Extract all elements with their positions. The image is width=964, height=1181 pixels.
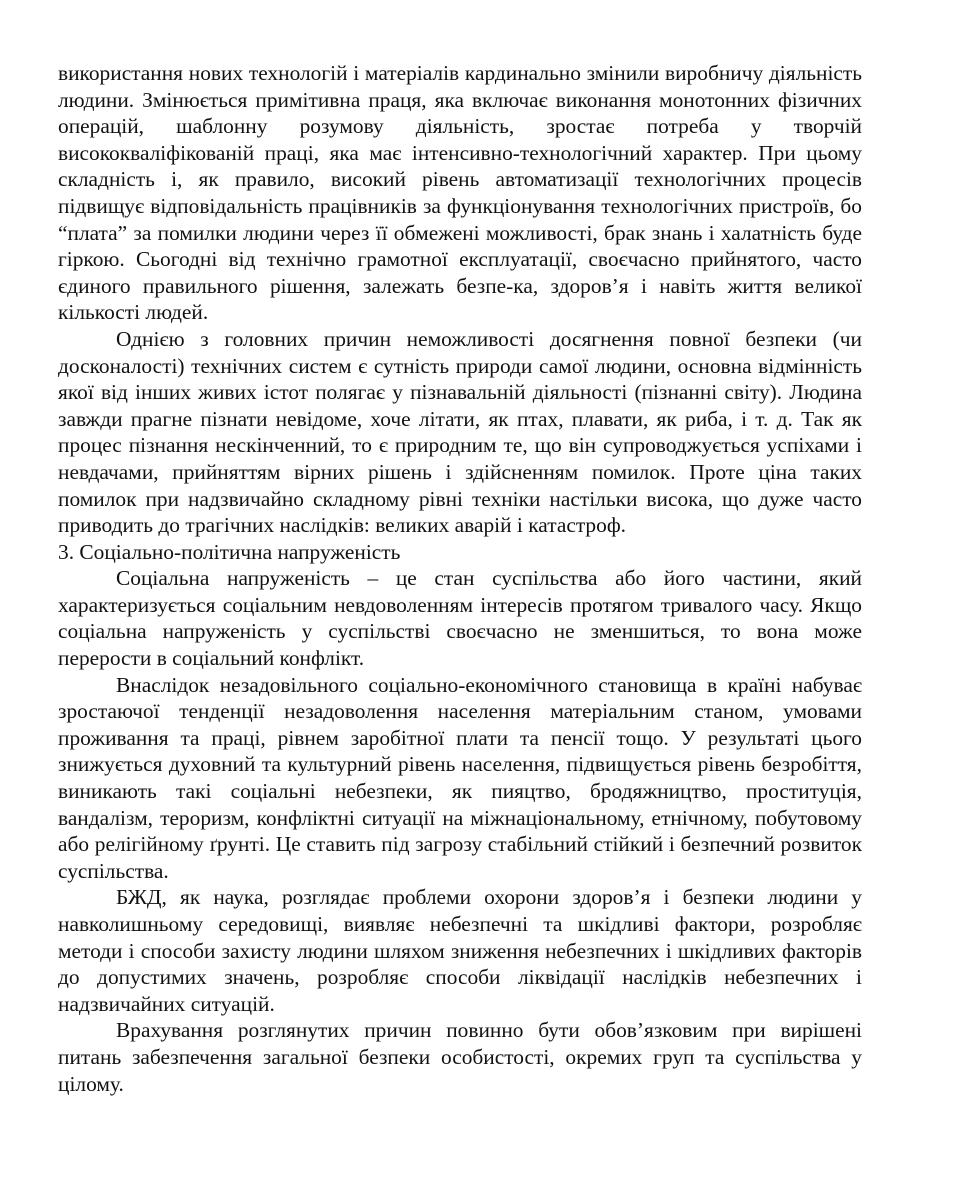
paragraph-social-tension-definition: Соціальна напруженість – це стан суспільства або його частини, який характеризується соціальним невдоволенням інтересів протягом тривалого часу. Якщо соціальна напруженість у суспільстві своєчасно не зменшиться, то вона може перерости в соціальний конфлікт. [58,566,862,671]
paragraph-human-nature: Однією з головних причин неможливості досягнення повної безпеки (чи досконалості) технічних систем є сутність природи самої людини, основна відмінність якої від інших живих істот полягає у пізнавальній діяльності (пізнанні світу). Людина завжди прагне пізнати невідоме, хоче літати, як птах, плавати, як риба, і т. д. Так як процес пізнання нескінченний, то є природним те, що він супроводжується успіхами і невдачами, прийняттям вірних рішень і здійсненням помилок. Проте ціна таких помилок при надзвичайно складному рівні техніки настільки висока, що дуже часто приводить до трагічних наслідків: великих аварій і катастроф. [58,326,862,538]
section-heading-social-political: 3. Соціально-політична напруженість [58,539,401,564]
paragraph-conclusion: Врахування розглянутих причин повинно бути обов’язковим при вирішені питань забезпечення загальної безпеки особистості, окремих груп та суспільства у цілому. [58,1018,862,1096]
paragraph-bzhd-science: БЖД, як наука, розглядає проблеми охорони здоров’я і безпеки людини у навколишньому середовищі, виявляє небезпечні та шкідливі фактори, розробляє методи і способи захисту людини шляхом зниження небезпечних і шкідливих факторів до допустимих значень, розробляє способи ліквідації наслідків небезпечних і надзвичайних ситуацій. [58,885,862,1016]
paragraph-socioeconomic-situation: Внаслідок незадовільного соціально-економічного становища в країні набуває зростаючої тенденції незадоволення населення матеріальним станом, умовами проживання та праці, рівнем заробітної плати та пенсії тощо. У результаті цього знижується духовний та культурний рівень населення, підвищується рівень безробіття, виникають такі соціальні небезпеки, як пияцтво, бродяжництво, проституція, вандалізм, тероризм, конфліктні ситуації на міжнаціональному, етнічному, побутовому або релігійному ґрунті. Це ставить під загрозу стабільний стійкий і безпечний розвиток суспільства. [58,672,862,883]
paragraph-technology-impact: використання нових технологій і матеріалів кардинально змінили виробничу діяльність людини. Змінюється примітивна праця, яка включає виконання монотонних фізичних операцій, шаблонну розумову діяльність, зростає потреба у творчій висококваліфікованій праці, яка має інтенсивно-технологічний характер. При цьому складність і, як правило, високий рівень автоматизації технологічних процесів підвищує відповідальність працівників за функціонування технологічних пристроїв, бо “плата” за помилки людини через її обмежені можливості, брак знань і халатність буде гіркою. Сьогодні від технічно грамотної експлуатації, своєчасно прийнятого, часто єдиного правильного рішення, залежать безпе-ка, здоров’я і навіть життя великої кількості людей. [58,61,862,325]
document-page [58,60,862,1097]
